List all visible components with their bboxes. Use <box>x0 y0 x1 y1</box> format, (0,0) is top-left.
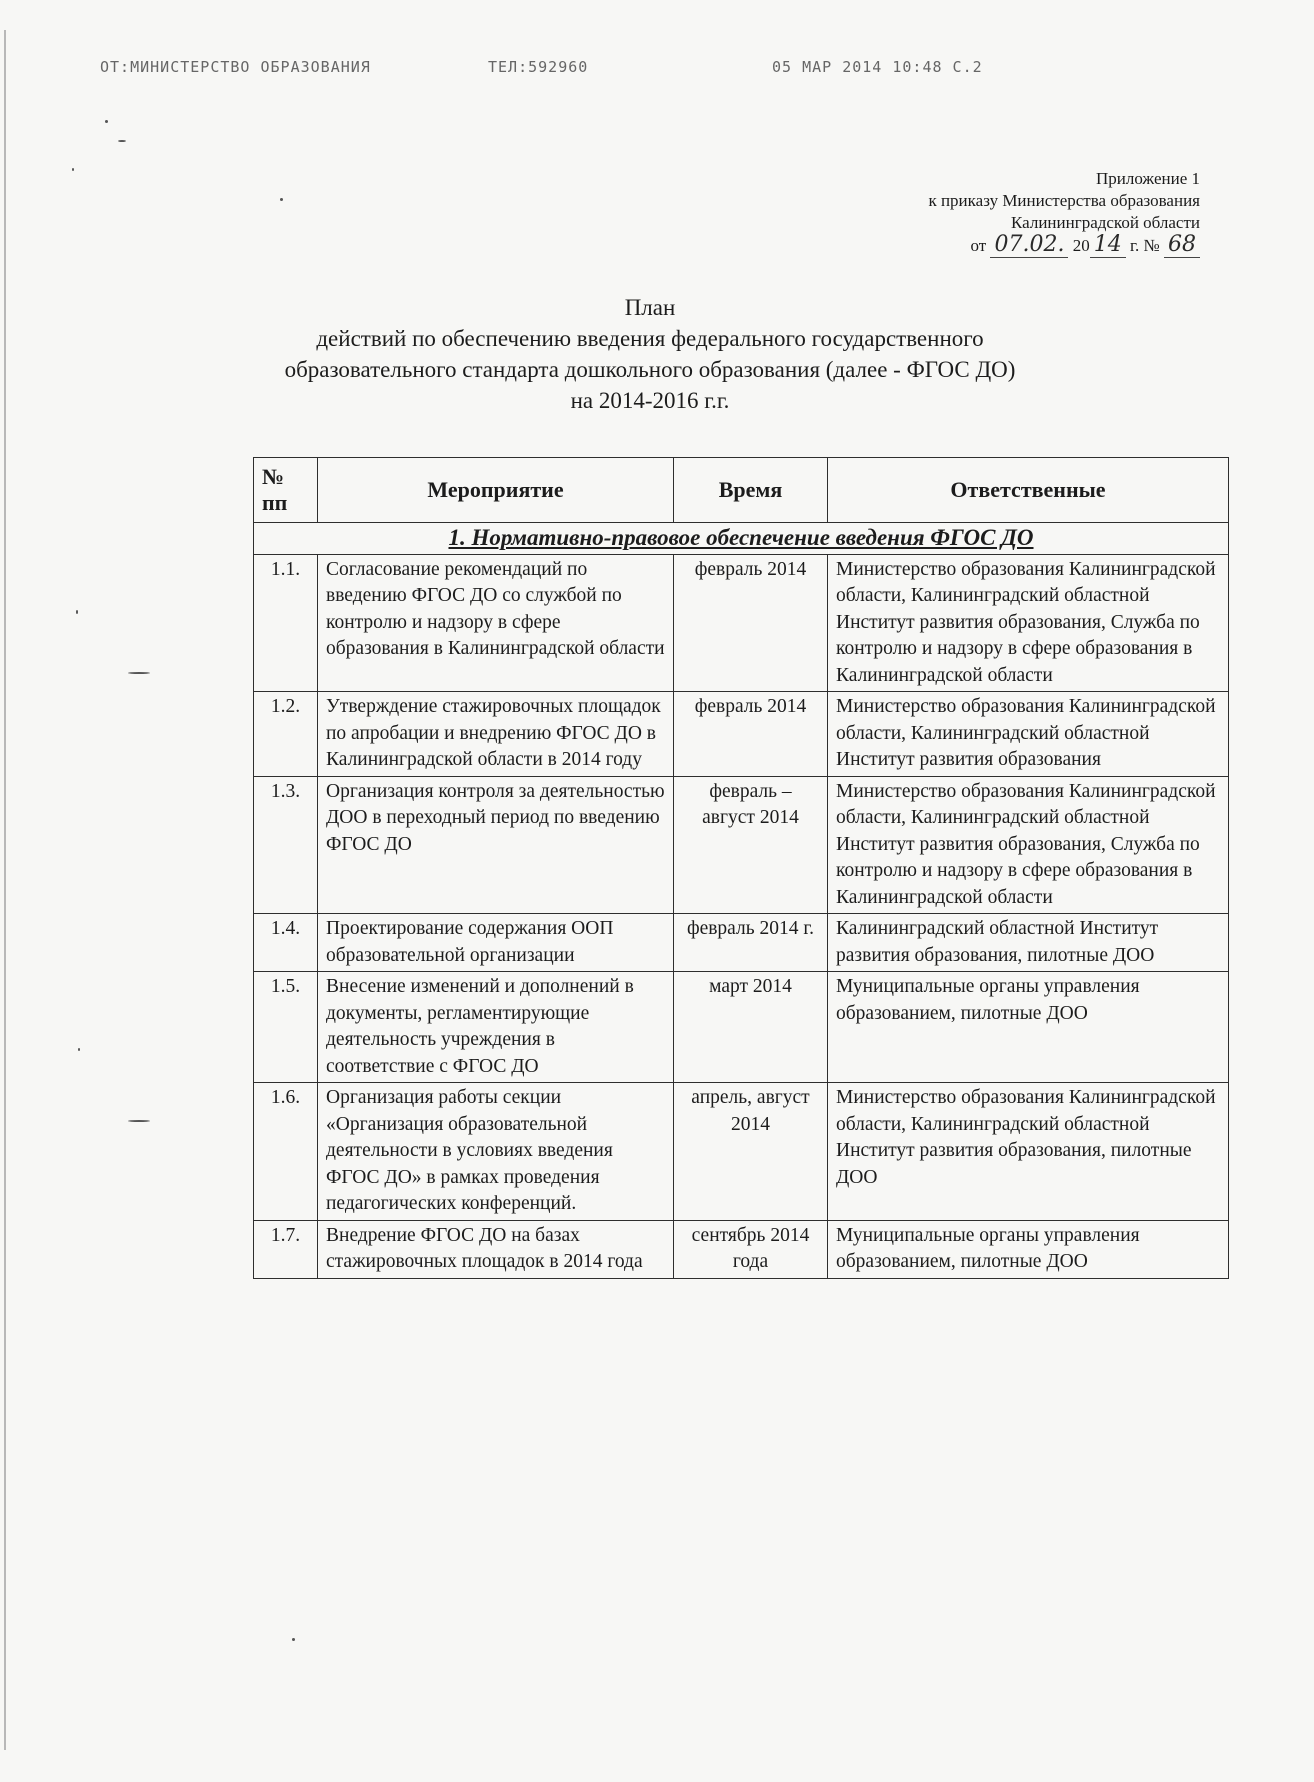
row-num: 1.6. <box>254 1083 318 1221</box>
row-num: 1.3. <box>254 776 318 914</box>
row-num: 1.4. <box>254 914 318 972</box>
fax-header <box>100 58 1040 82</box>
annex-order-ref: к приказу Министерства образования <box>928 191 1200 210</box>
scan-edge-line <box>4 30 6 1750</box>
table-row <box>254 972 1229 1083</box>
table-row <box>254 554 1229 692</box>
header-event: Мероприятие <box>318 458 674 523</box>
row-time: февраль 2014 <box>674 692 828 777</box>
scan-speck <box>105 120 108 123</box>
row-responsible: Муниципальные органы управления образованием, пилотные ДОО <box>828 1220 1229 1278</box>
row-num: 1.2. <box>254 692 318 777</box>
row-time: февраль 2014 <box>674 554 828 692</box>
annex-block <box>790 168 1200 257</box>
fax-datetime: 05 МАР 2014 10:48 С.2 <box>772 58 983 76</box>
annex-year-prefix: 20 <box>1072 236 1090 255</box>
annex-date-line <box>790 234 1200 257</box>
row-responsible: Министерство образования Калининградской области, Калининградский областной Институт развития образования <box>828 692 1229 777</box>
header-time: Время <box>674 458 828 523</box>
row-event: Организация контроля за деятельностью ДОО в переходный период по введению ФГОС ДО <box>318 776 674 914</box>
header-num: № пп <box>254 458 318 523</box>
row-time: март 2014 <box>674 972 828 1083</box>
scan-speck <box>292 1638 295 1641</box>
table-row <box>254 914 1229 972</box>
row-responsible: Министерство образования Калининградской области, Калининградский областной Институт развития образования, пилотные ДОО <box>828 1083 1229 1221</box>
plan-table <box>253 457 1229 1279</box>
fax-sender: ОТ:МИНИСТЕРСТВО ОБРАЗОВАНИЯ <box>100 58 371 76</box>
row-responsible: Муниципальные органы управления образованием, пилотные ДОО <box>828 972 1229 1083</box>
row-time: апрель, август 2014 <box>674 1083 828 1221</box>
title-plan: План <box>624 295 676 320</box>
row-responsible: Министерство образования Калининградской области, Калининградский областной Институт развития образования, Служба по контролю и надзору в сфере образования в Калининградской области <box>828 554 1229 692</box>
table-row <box>254 1083 1229 1221</box>
row-event: Организация работы секции «Организация образовательной деятельности в условиях введения ФГОС ДО» в рамках проведения педагогических конференций. <box>318 1083 674 1221</box>
scan-speck <box>72 168 74 171</box>
title-line-4: на 2014-2016 г.г. <box>570 388 730 413</box>
scan-speck <box>118 140 126 142</box>
scan-speck <box>78 1048 80 1051</box>
row-time: февраль – август 2014 <box>674 776 828 914</box>
table-header-row <box>254 458 1229 523</box>
fax-phone: ТЕЛ:592960 <box>488 58 589 76</box>
document-title <box>200 292 1100 416</box>
row-time: сентябрь 2014 года <box>674 1220 828 1278</box>
annex-number-label: г. № <box>1129 236 1160 255</box>
row-responsible: Калининградский областной Институт развития образования, пилотные ДОО <box>828 914 1229 972</box>
section-heading: 1. Нормативно-правовое обеспечение введения ФГОС ДО <box>254 523 1229 555</box>
annex-title: Приложение 1 <box>1096 169 1200 188</box>
header-responsible: Ответственные <box>828 458 1229 523</box>
annex-handwritten-date: 07.02. <box>990 232 1068 258</box>
row-time: февраль 2014 г. <box>674 914 828 972</box>
title-line-3: образовательного стандарта дошкольного образования (далее - ФГОС ДО) <box>284 357 1016 382</box>
annex-from-prefix: от <box>970 236 987 255</box>
annex-region: Калининградской области <box>1011 213 1200 232</box>
scan-speck <box>76 610 78 614</box>
title-line-2: действий по обеспечению введения федерального государственного <box>316 326 984 351</box>
scan-speck <box>128 1120 150 1122</box>
row-event: Проектирование содержания ООП образовательной организации <box>318 914 674 972</box>
scan-speck <box>128 672 150 674</box>
row-num: 1.1. <box>254 554 318 692</box>
annex-handwritten-year: 14 <box>1090 232 1126 258</box>
row-event: Утверждение стажировочных площадок по апробации и внедрению ФГОС ДО в Калининградской области в 2014 году <box>318 692 674 777</box>
row-event: Согласование рекомендаций по введению ФГОС ДО со службой по контролю и надзору в сфере образования в Калининградской области <box>318 554 674 692</box>
row-num: 1.7. <box>254 1220 318 1278</box>
table-row <box>254 1220 1229 1278</box>
scan-speck <box>280 198 283 201</box>
annex-handwritten-number: 68 <box>1164 232 1200 258</box>
row-event: Внесение изменений и дополнений в документы, регламентирующие деятельность учреждения в соответствие с ФГОС ДО <box>318 972 674 1083</box>
section-heading-row <box>254 523 1229 555</box>
row-num: 1.5. <box>254 972 318 1083</box>
table-row <box>254 692 1229 777</box>
row-responsible: Министерство образования Калининградской области, Калининградский областной Институт развития образования, Служба по контролю и надзору в сфере образования в Калининградской области <box>828 776 1229 914</box>
row-event: Внедрение ФГОС ДО на базах стажировочных площадок в 2014 года <box>318 1220 674 1278</box>
table-row <box>254 776 1229 914</box>
